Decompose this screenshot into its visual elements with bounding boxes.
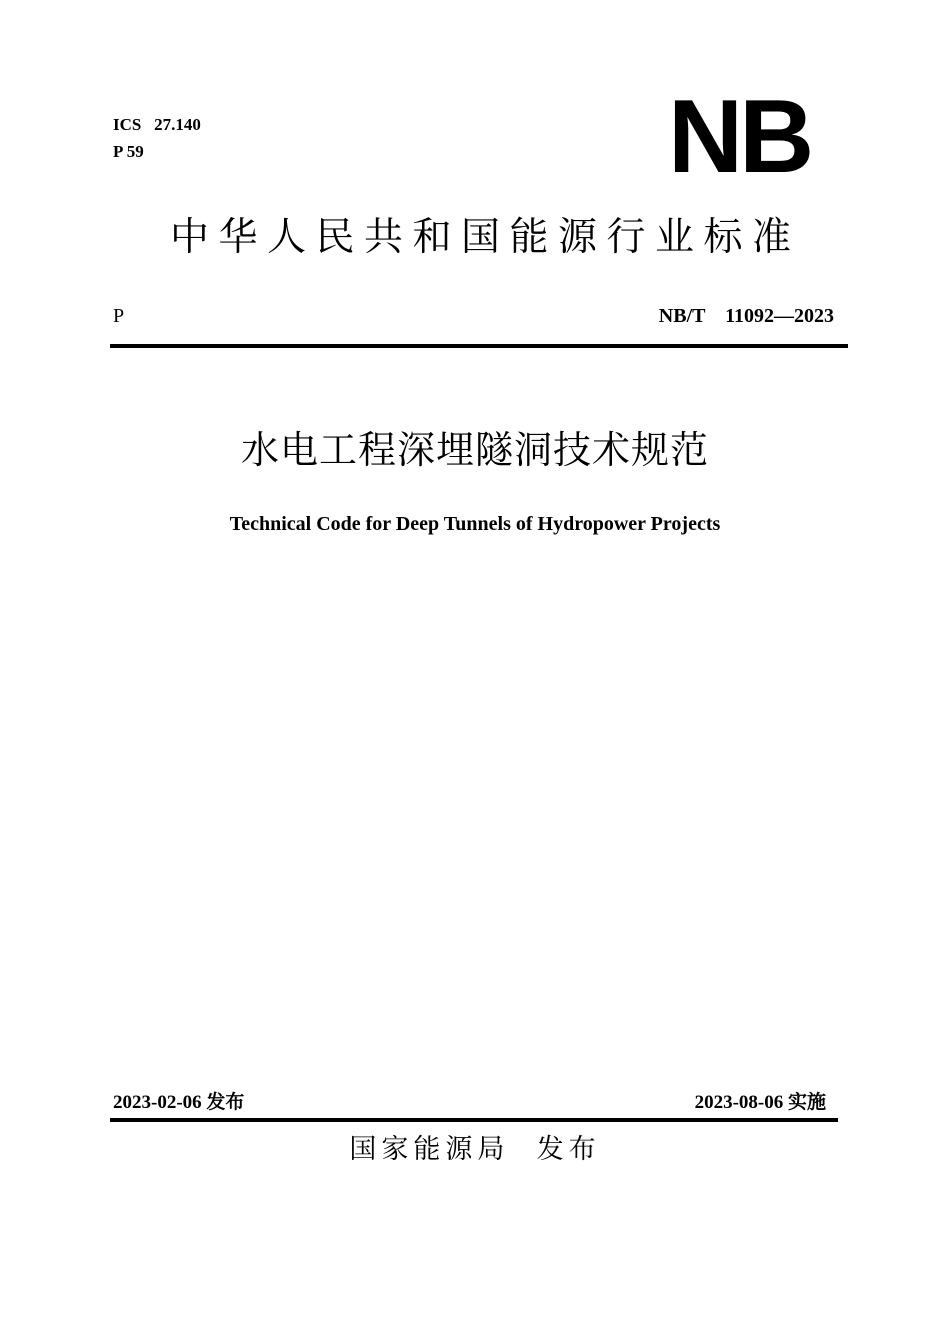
top-divider bbox=[110, 344, 848, 348]
issuer-title: 中华人民共和国能源行业标准 bbox=[170, 215, 801, 260]
publisher: 国家能源局 发布 bbox=[349, 1134, 601, 1165]
title-english: Technical Code for Deep Tunnels of Hydropower Projects bbox=[229, 513, 721, 535]
classification-code: P 59 bbox=[113, 142, 144, 161]
publish-date: 2023-02-06 发布 bbox=[113, 1092, 245, 1113]
category-code: P bbox=[113, 305, 125, 327]
bottom-divider bbox=[110, 1118, 838, 1122]
title-chinese: 水电工程深埋隧洞技术规范 bbox=[240, 428, 709, 472]
nb-logo: NB bbox=[668, 79, 811, 195]
standard-number: NB/T 11092—2023 bbox=[658, 305, 834, 327]
implement-date: 2023-08-06 实施 bbox=[694, 1092, 826, 1113]
ics-code: ICS 27.140 bbox=[113, 115, 201, 134]
